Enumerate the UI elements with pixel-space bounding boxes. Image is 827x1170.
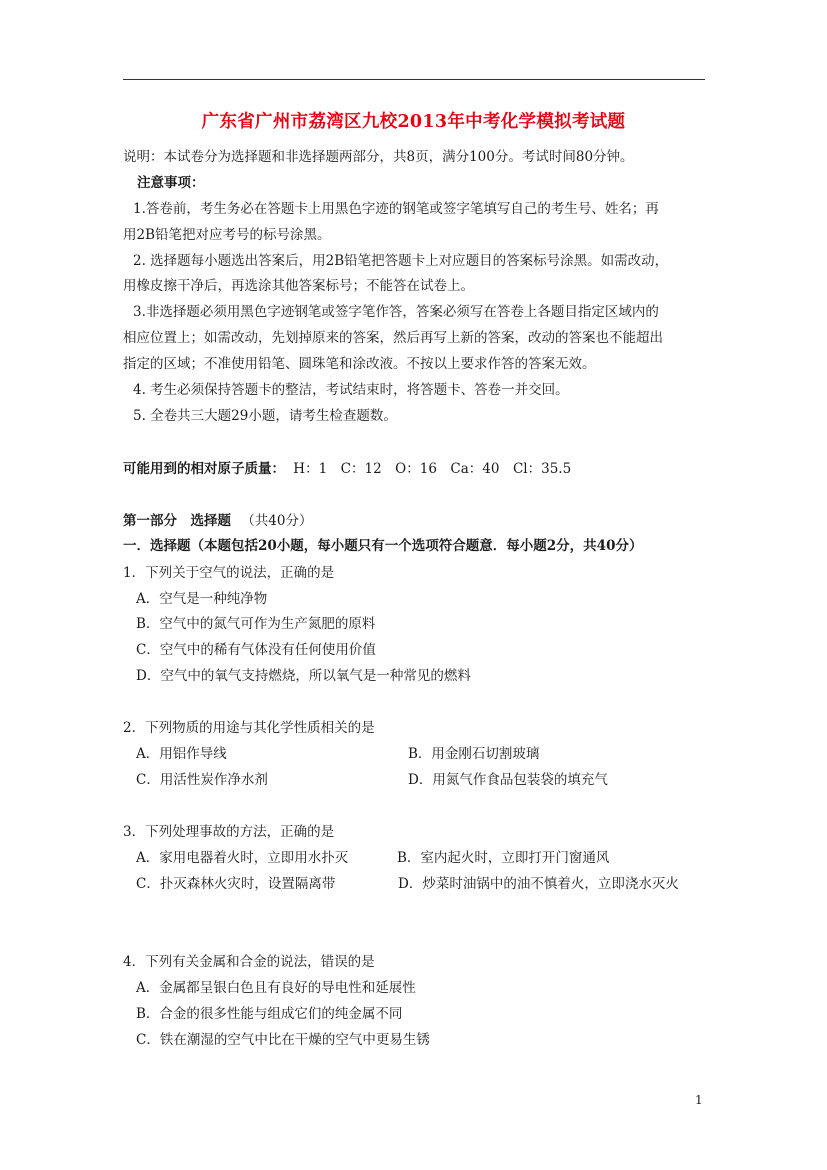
question-option: D．用氮气作食品包装袋的填充气	[408, 772, 608, 788]
question-option: B．用金刚石切割玻璃	[408, 746, 540, 762]
part-heading: 第一部分 选择题	[123, 513, 231, 529]
question-stem: 4．下列有关金属和合金的说法，错误的是	[123, 954, 375, 970]
note-line: 2. 选择题每小题选出答案后，用2B铅笔把答题卡上对应题目的答案标号涂黑。如需改动，	[133, 253, 669, 269]
question-option: A．空气是一种纯净物	[136, 591, 268, 607]
part-score: （共40分）	[241, 513, 313, 529]
atomic-mass-line	[123, 460, 571, 478]
note-line: 用橡皮擦干净后，再选涂其他答案标号；不能答在试卷上。	[123, 278, 474, 294]
question-option: D．炒菜时油锅中的油不慎着火，立即浇水灭火	[398, 876, 679, 892]
atomic-mass-label: 可能用到的相对原子质量：	[123, 461, 285, 477]
notes-heading: 注意事项：	[137, 175, 205, 191]
note-line: 4. 考生必须保持答题卡的整洁，考试结束时，将答题卡、答卷一并交回。	[133, 382, 569, 398]
exam-intro: 说明：本试卷分为选择题和非选择题两部分，共8页，满分100分。考试时间80分钟。	[123, 149, 634, 165]
question-option: B．室内起火时，立即打开门窗通风	[397, 850, 610, 866]
question-option: A．家用电器着火时，立即用水扑灭	[136, 850, 349, 866]
note-line: 5. 全卷共三大题29小题，请考生检查题数。	[133, 408, 397, 424]
question-stem: 3．下列处理事故的方法，正确的是	[123, 824, 335, 840]
question-option: C．空气中的稀有气体没有任何使用价值	[136, 642, 376, 658]
question-option: B．合金的很多性能与组成它们的纯金属不同	[136, 1006, 403, 1022]
question-option: C．扑灭森林火灾时，设置隔离带	[136, 876, 336, 892]
page-number: 1	[695, 1093, 703, 1107]
header-rule	[123, 79, 705, 80]
question-option: D．空气中的氧气支持燃烧，所以氧气是一种常见的燃料	[136, 668, 471, 684]
question-stem: 2．下列物质的用途与其化学性质相关的是	[123, 720, 375, 736]
question-option: A．金属都呈银白色且有良好的导电性和延展性	[136, 980, 416, 996]
question-option: A．用铝作导线	[136, 746, 227, 762]
question-stem: 1．下列关于空气的说法，正确的是	[123, 565, 335, 581]
note-line: 指定的区域；不准使用铅笔、圆珠笔和涂改液。不按以上要求作答的答案无效。	[123, 356, 596, 372]
question-option: C．铁在潮湿的空气中比在干燥的空气中更易生锈	[136, 1032, 430, 1048]
question-option: C．用活性炭作净水剂	[136, 772, 268, 788]
section-heading: 一．选择题（本题包括20小题，每小题只有一个选项符合题意．每小题2分，共40分）	[123, 538, 643, 554]
note-line: 1.答卷前，考生务必在答题卡上用黑色字迹的钢笔或签字笔填写自己的考生号、姓名；再	[133, 201, 659, 217]
atomic-mass-values: H：1 C：12 O：16 Ca：40 Cl：35.5	[293, 461, 572, 477]
note-line: 3.非选择题必须用黑色字迹钢笔或签字笔作答，答案必须写在答卷上各题目指定区域内的	[133, 304, 659, 320]
note-line: 相应位置上；如需改动，先划掉原来的答案，然后再写上新的答案，改动的答案也不能超出	[123, 330, 663, 346]
part-heading-line	[123, 512, 312, 530]
question-option: B．空气中的氮气可作为生产氮肥的原料	[136, 616, 376, 632]
note-line: 用2B铅笔把对应考号的标号涂黑。	[123, 227, 331, 243]
page-title: 广东省广州市荔湾区九校2013年中考化学模拟考试题	[201, 112, 626, 132]
